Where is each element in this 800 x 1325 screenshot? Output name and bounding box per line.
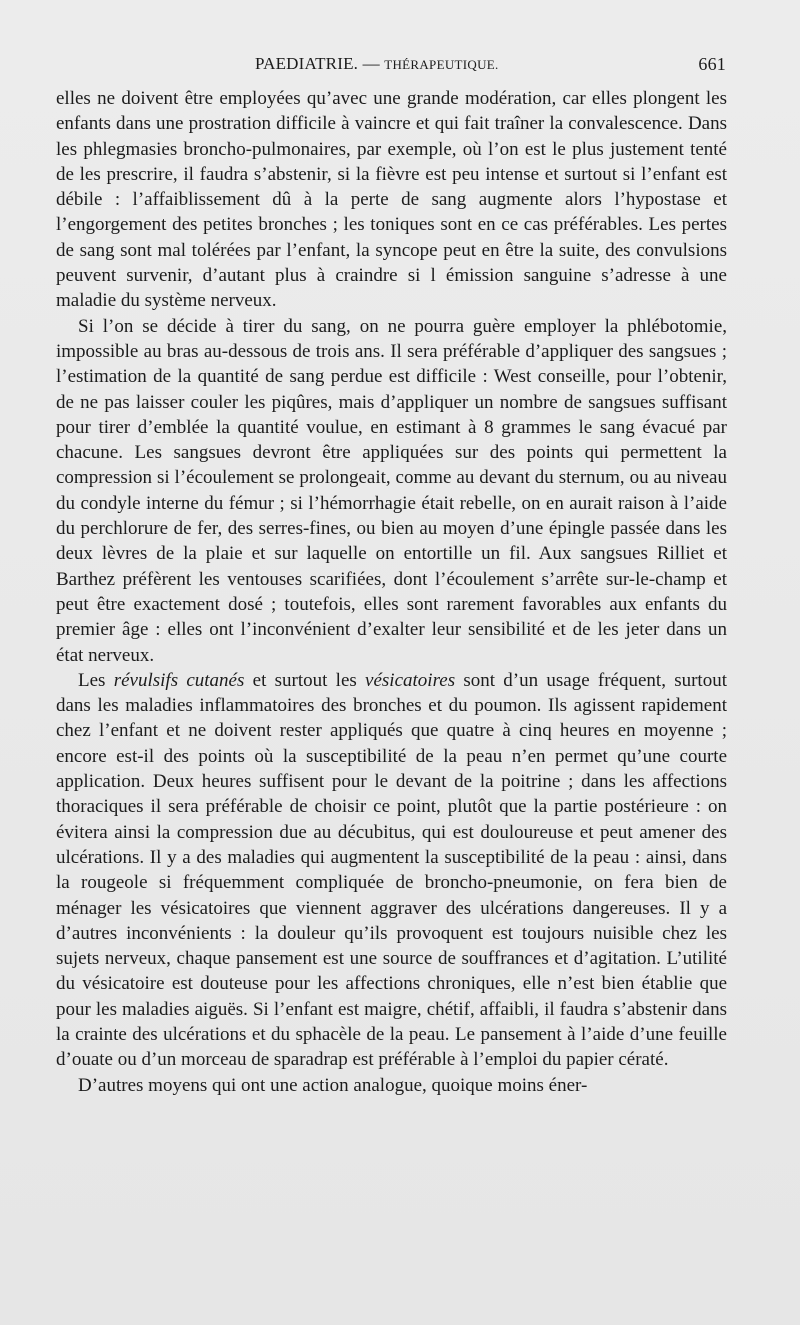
paragraph <box>56 668 727 1073</box>
body-text <box>56 86 727 1098</box>
paragraph <box>56 1073 727 1098</box>
running-head <box>58 54 730 82</box>
italic-term: révulsifs cutanés <box>113 669 245 691</box>
running-title <box>255 54 499 74</box>
header-title: PAEDIATRIE. <box>255 54 359 73</box>
paragraph-text: sont d’un usage fréquent, surtout dans les maladies inflammatoires des bronches et du poumon. Ils agissent rapidement chez l’enfant et ne doivent rester appliqués que quatre à cinq heures en moyenne ; encore est-il des points où la susceptibilité de la peau n’en permet qu’une courte application. Deux heures suffisent pour le devant de la poitrine ; dans les affections thoraciques il sera préférable de choisir ce point, plutôt que la partie postérieure : on évitera ainsi la compression due au décubitus, qui est douloureuse et peut amener des ulcérations. Il y a des maladies qui augmentent la susceptibilité de la peau : ainsi, dans la rougeole si fréquemment compliquée de broncho-pneumonie, on fera bien de ménager les vésicatoires que viennent aggraver des ulcérations dangereuses. Il y a d’autres inconvénients : la douleur qu’ils provoquent est toujours nuisible chez les sujets nerveux, chaque pansement est une source de souffrances et d’agitation. L’utilité du vésicatoire est douteuse pour les affections chroniques, elle n’est bien établie que pour les maladies aiguës. Si l’enfant est maigre, chétif, affaibli, il faudra s’abstenir dans la crainte des ulcérations et du sphacèle de la peau. Le pansement à l’aide d’une feuille d’ouate ou d’un morceau de sparadrap est préférable à l’emploi du papier cératé. <box>56 669 727 1071</box>
paragraph-text: D’autres moyens qui ont une action analogue, quoique moins éner- <box>78 1074 588 1096</box>
paragraph-text: elles ne doivent être employées qu’avec une grande modération, car elles plongent les enfants dans une prostration difficile à vaincre et qui fait traîner la convalescence. Dans les phlegmasies broncho-pulmonaires, par exemple, où l’on est le plus justement tenté de les prescrire, il faudra s’abstenir, si la fièvre est peu intense et surtout si l’enfant est débile : l’affaiblissement dû à la perte de sang augmente alors l’hypostase et l’engorgement des petites bronches ; les toniques sont en ce cas préférables. Les pertes de sang sont mal tolérées par l’enfant, la syncope peut en être la suite, des convulsions peuvent survenir, d’autant plus à craindre si l émission sanguine s’adresse à une maladie du système nerveux. <box>56 88 727 312</box>
italic-term: vésicatoires <box>365 669 456 691</box>
paragraph-text: et surtout les <box>244 669 366 691</box>
paragraph <box>56 86 727 314</box>
header-section: THÉRAPEUTIQUE. <box>384 57 499 72</box>
paragraph-text: Les <box>78 669 114 691</box>
header-dash: — <box>362 54 380 73</box>
page-number: 661 <box>698 54 726 74</box>
paragraph <box>56 314 727 668</box>
paragraph-text: Si l’on se décide à tirer du sang, on ne pourra guère employer la phlébotomie, impossible au bras au-dessous de trois ans. Il sera préférable d’appliquer des sangsues ; l’estimation de la quantité de sang perdue est difficile : West conseille, pour l’obtenir, de ne pas laisser couler les piqûres, mais d’appliquer un nombre de sangsues suffisant pour tirer d’emblée la quantité voulue, en estimant à 8 grammes le sang évacué par chacune. Les sangsues devront être appliquées sur des points qui permettent la compression si l’écoulement se prolongeait, comme au devant du sternum, ou au niveau du condyle interne du fémur ; si l’hémorrhagie était rebelle, on en aurait raison à l’aide du perchlorure de fer, des serres-fines, ou bien au moyen d’une épingle passée dans les deux lèvres de la plaie et sur laquelle on entortille un fil. Aux sangsues Rilliet et Barthez préfèrent les ventouses scarifiées, dont l’écoulement s’arrête sur-le-champ et peut être exactement dosé ; toutefois, elles sont rarement favorables aux enfants du premier âge : elles ont l’inconvénient d’exalter leur sensibilité et de les jeter dans un état nerveux. <box>56 315 727 666</box>
